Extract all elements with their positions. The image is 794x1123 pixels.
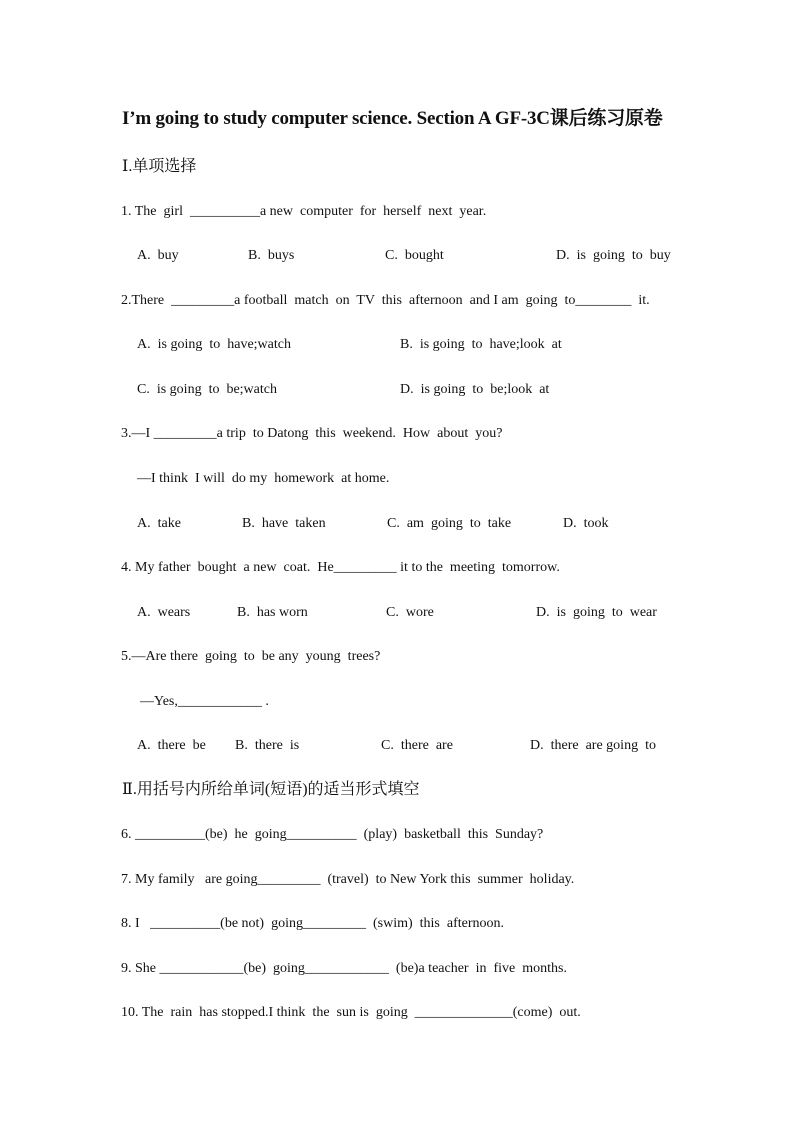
section-heading-fill-in: Ⅱ.用括号内所给单词(短语)的适当形式填空 <box>122 781 420 798</box>
question-2-stem: 2.There _________a football match on TV this afternoon and I am going to________ it. <box>121 293 650 308</box>
question-8: 8. I __________(be not) going_________ (swim) this afternoon. <box>121 916 505 931</box>
question-9: 9. She ____________(be) going____________ (be)a teacher in five months. <box>121 961 567 976</box>
question-10: 10. The rain has stopped.I think the sun is going ______________(come) out. <box>121 1005 581 1020</box>
question-4-option-b: B. has worn <box>237 605 308 620</box>
question-4-stem: 4. My father bought a new coat. He_________ it to the meeting tomorrow. <box>121 560 560 575</box>
question-3-option-c: C. am going to take <box>387 516 512 531</box>
question-4-option-c: C. wore <box>386 605 434 620</box>
section-heading-single-choice: Ⅰ.单项选择 <box>122 158 197 175</box>
question-5-stem: 5.—Are there going to be any young trees? <box>121 649 381 664</box>
document-title: I’m going to study computer science. Section A GF-3C课后练习原卷 <box>122 108 663 129</box>
question-1-option-c: C. bought <box>385 248 444 263</box>
question-1-option-b: B. buys <box>248 248 295 263</box>
question-1-stem: 1. The girl __________a new computer for herself next year. <box>121 204 487 219</box>
question-5-option-d: D. there are going to <box>530 738 656 753</box>
question-2-option-a: A. is going to have;watch <box>137 337 291 352</box>
question-3-reply: —I think I will do my homework at home. <box>137 471 390 486</box>
question-4-option-a: A. wears <box>137 605 191 620</box>
question-2-option-d: D. is going to be;look at <box>400 382 550 397</box>
question-3-option-a: A. take <box>137 516 181 531</box>
question-4-option-d: D. is going to wear <box>536 605 657 620</box>
question-5-option-c: C. there are <box>381 738 453 753</box>
question-5-option-b: B. there is <box>235 738 300 753</box>
question-1-option-d: D. is going to buy <box>556 248 671 263</box>
question-5-reply: —Yes,____________ . <box>140 694 269 709</box>
question-5-option-a: A. there be <box>137 738 206 753</box>
question-3-option-b: B. have taken <box>242 516 326 531</box>
question-2-option-c: C. is going to be;watch <box>137 382 277 397</box>
question-1-option-a: A. buy <box>137 248 179 263</box>
question-3-stem: 3.—I _________a trip to Datong this weekend. How about you? <box>121 426 503 441</box>
question-7: 7. My family are going_________ (travel) to New York this summer holiday. <box>121 872 575 887</box>
question-3-option-d: D. took <box>563 516 609 531</box>
question-6: 6. __________(be) he going__________ (play) basketball this Sunday? <box>121 827 544 842</box>
question-2-option-b: B. is going to have;look at <box>400 337 562 352</box>
